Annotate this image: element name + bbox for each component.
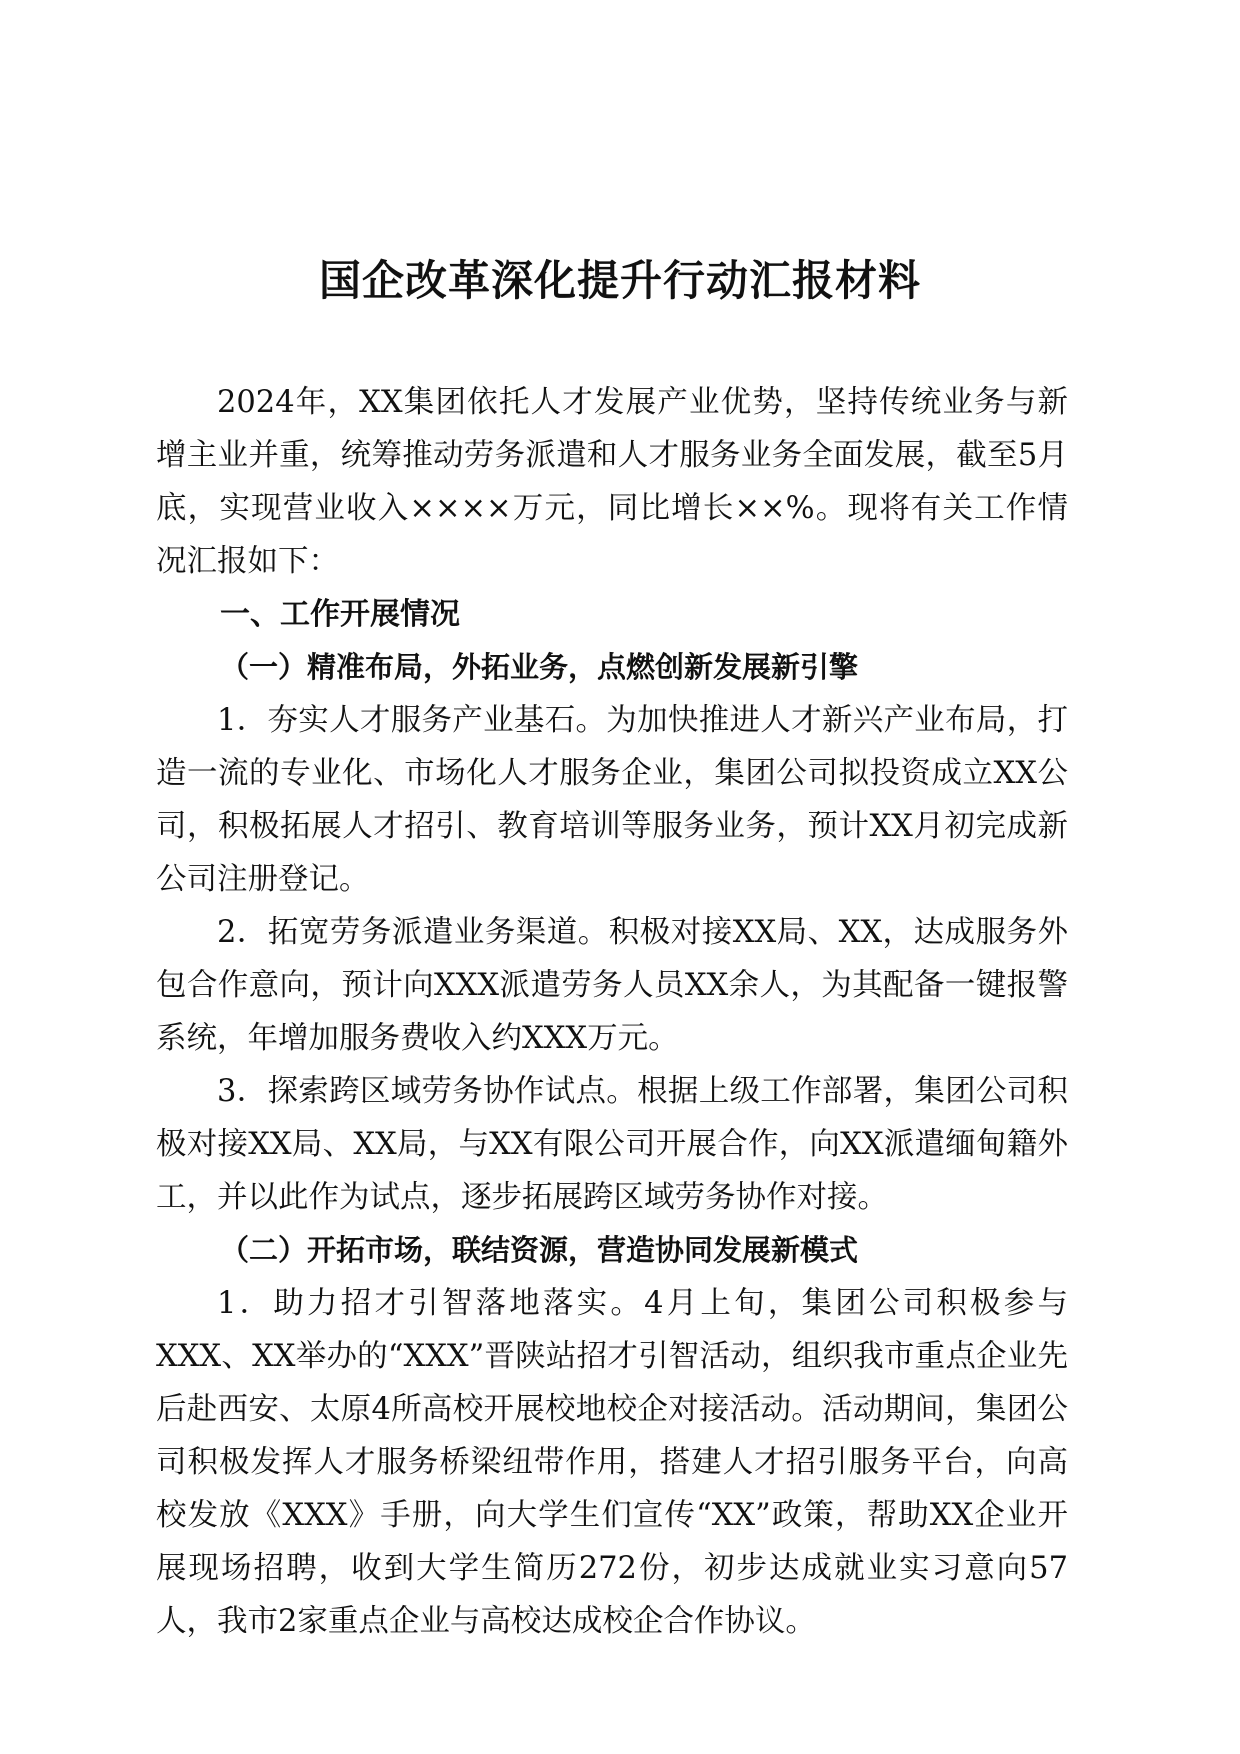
list-item: 3．探索跨区域劳务协作试点。根据上级工作部署，集团公司积极对接XX局、XX局，与XX有限公司开展合作，向XX派遣缅甸籍外工，并以此作为试点，逐步拓展跨区域劳务协作对接。	[156, 1074, 1068, 1215]
list-item: 1．助力招才引智落地落实。4月上旬，集团公司积极参与XXX、XX举办的“XXX”晋陕站招才引智活动，组织我市重点企业先后赴西安、太原4所高校开展校地校企对接活动。活动期间，集团公司积极发挥人才服务桥梁纽带作用，搭建人才招引服务平台，向高校发放《XXX》手册，向大学生们宣传“XX”政策，帮助XX企业开展现场招聘，收到大学生简历272份，初步达成就业实习意向57人，我市2家重点企业与高校达成校企合作协议。	[156, 1286, 1068, 1639]
subsection-heading-2: （二）开拓市场，联结资源，营造协同发展新模式	[220, 1233, 859, 1267]
intro-paragraph: 2024年，XX集团依托人才发展产业优势，坚持传统业务与新增主业并重，统筹推动劳务派遣和人才服务业务全面发展，截至5月底，实现营业收入××××万元，同比增长××%。现将有关工作情况汇报如下：	[156, 385, 1068, 579]
section-heading: 一、工作开展情况	[220, 597, 460, 632]
document-title: 国企改革深化提升行动汇报材料	[318, 256, 921, 305]
document-body	[156, 376, 1068, 1648]
list-item: 2．拓宽劳务派遣业务渠道。积极对接XX局、XX，达成服务外包合作意向，预计向XXX派遣劳务人员XX余人，为其配备一键报警系统，年增加服务费收入约XXX万元。	[156, 915, 1068, 1056]
list-item: 1．夯实人才服务产业基石。为加快推进人才新兴产业布局，打造一流的专业化、市场化人才服务企业，集团公司拟投资成立XX公司，积极拓展人才招引、教育培训等服务业务，预计XX月初完成新公司注册登记。	[156, 703, 1068, 897]
subsection-heading-1: （一）精准布局，外拓业务，点燃创新发展新引擎	[220, 650, 859, 684]
